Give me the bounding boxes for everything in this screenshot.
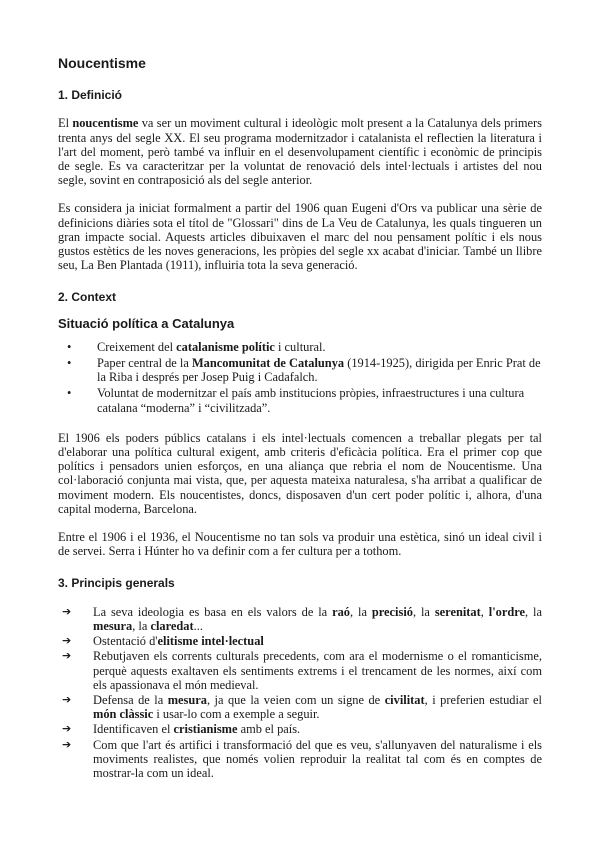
list-item: • Creixement del catalanisme polític i cultural. [58,340,542,354]
arrow-right-icon: ➔ [62,604,72,618]
list-item: ➔ Defensa de la mesura, ja que la veien com un signe de civilitat, i preferien estudiar el món clàssic i usar-lo com a exemple a seguir. [62,692,543,722]
list-item: ➔ Rebutjaven els corrents culturals precedents, com ara el modernisme o el romanticisme, perquè aquests exaltaven els sentiments extrems i el trencament de les normes, així com els apassionava el món medieval. [62,649,542,692]
arrow-right-icon: ➔ [62,634,72,648]
list-item: ➔ Identificaven el cristianisme amb el país. [62,722,301,737]
paragraph-context-2: Entre el 1906 i el 1936, el Noucentisme no tan sols va produir una estètica, sinó un ideal civil i de servei. Serra i Húnter ho va definir com a fer cultura per a tothom. [58,530,542,559]
list-item: • Voluntat de modernitzar el país amb institucions pròpies, infraestructures i una cultura catalana “moderna” i “civilitzada”. [58,386,542,414]
arrow-right-icon: ➔ [62,692,72,706]
subheading-situacio-politica: Situació política a Catalunya [58,315,235,331]
bold-term: noucentisme [72,116,139,131]
paragraph-context-1: El 1906 els poders públics catalans i els intel·lectuals comencen a treballar plegats per tal d'elaborar una política cultural exigent, amb criteris d'eficàcia política. Era el primer cop que polítics i pensadors unien esforços, en una aliança que rebria el nom de Noucentisme. Una col·laboració conjunta mai vista, que, per aquesta mateixa naturalesa, s'ha arribat a qualificar de moviment modern. Els noucentistes, doncs, disposaven d'un cert poder polític i, alhora, d'una capital moderna, Barcelona. [58,430,542,516]
page-title: Noucentisme [58,55,146,71]
section-heading-definicio: 1. Definició [58,88,123,103]
paragraph-definicio-2: Es considera ja iniciat formalment a partir del 1906 quan Eugeni d'Ors va publicar una sèrie de definicions diàries sota el títol de "Glossari" dins de La Veu de Catalunya, les quals tingueren un gran impacte social. Aquests articles dibuixaven el marc del nou pensament polític i els nous gustos estètics de les noves generacions, les pròpies del segle xx acabat d'iniciar. També un llibre seu, La Ben Plantada (1911), influiria tota la seva generació. [58,201,542,273]
arrow-right-icon: ➔ [62,722,72,736]
list-item: • Paper central de la Mancomunitat de Catalunya (1914-1925), dirigida per Enric Prat de la Riba i després per Josep Puig i Cadafalch. [58,356,542,384]
paragraph-definicio-1: El noucentisme va ser un moviment cultural i ideològic molt present a la Catalunya dels primers trenta anys del segle XX. El seu programa modernitzador i catalanista el reflectien la literatura i l'art del moment, però també va influir en el desenvolupament científic i econòmic de principis de segle. Es va caracteritzar per la voluntat de renovació dels intel·lectuals i artistes del nou segle, sovint en contraposició als del segle anterior. [58,116,542,188]
list-item: ➔ La seva ideologia es basa en els valors de la raó, la precisió, la serenitat, l'ordre, la mesura, la claredat... [62,604,542,633]
arrow-right-icon: ➔ [62,737,72,751]
document-page [58,56,542,781]
section-heading-context: 2. Context [58,290,117,305]
list-item: ➔ Ostentació d'elitisme intel·lectual [62,634,264,649]
section-heading-principis: 3. Principis generals [58,576,175,591]
list-item: ➔ Com que l'art és artifici i transformació del que es veu, s'allunyaven del naturalisme i els moviments realistes, que només volien reproduir la realitat tal com és en comptes de mostrar-la com un ideal. [62,737,542,780]
bullet-list-context [58,340,542,415]
arrow-list-principis [58,605,542,780]
arrow-right-icon: ➔ [62,649,72,663]
